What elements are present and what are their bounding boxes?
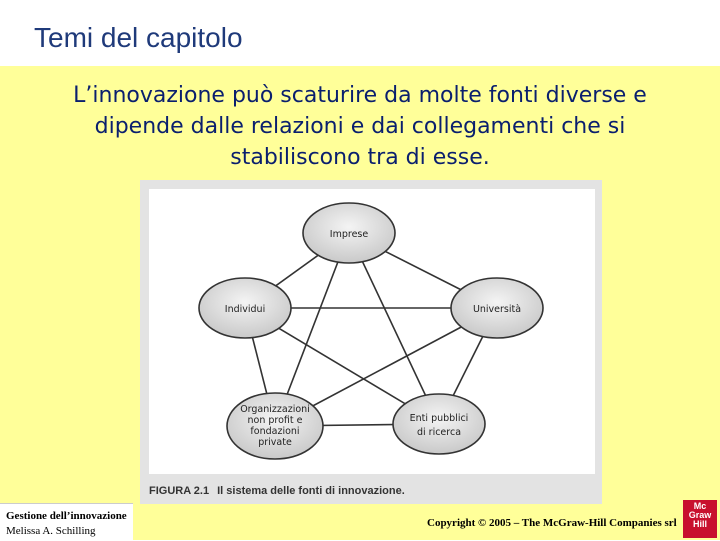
slide-body-text: L’innovazione può scaturire da molte fonti diverse e dipende dalle relazioni e dai collegamenti che si stabiliscono tra di esse. [73,83,647,170]
figure-caption-number: FIGURA 2.1 [149,485,210,497]
node-label-enti-1: Enti pubblici [409,413,469,424]
node-label-organizzazioni-3: fondazioni [250,426,300,437]
diagram-canvas [149,189,595,474]
publisher-logo [683,500,717,538]
node-label-enti-2: di ricerca [416,427,462,438]
title-bar [0,0,720,66]
footer-book-title: Gestione dell’innovazione [6,510,127,522]
node-label-organizzazioni-4: private [258,437,292,448]
figure-caption-text: Il sistema delle fonti di innovazione. [217,485,405,497]
logo-line-3: Hill [692,519,707,529]
sources-network-diagram [149,189,595,474]
node-label-individui: Individui [224,304,266,315]
slide-title: Temi del capitolo [34,22,243,53]
footer-author: Melissa A. Schilling [6,525,96,537]
node-label-imprese: Imprese [329,229,369,240]
node-label-organizzazioni-2: non profit e [247,415,303,426]
footer-book-info [0,503,133,541]
node-label-universita: Università [472,304,522,315]
logo-line-2: Graw [688,510,712,520]
footer-copyright: Copyright © 2005 – The McGraw-Hill Companies srl [427,517,677,529]
logo-line-1: Mc [693,501,707,511]
node-label-organizzazioni-1: Organizzazioni [240,404,310,415]
figure-caption [149,485,405,497]
node-enti [393,394,485,454]
figure-panel [140,180,602,504]
